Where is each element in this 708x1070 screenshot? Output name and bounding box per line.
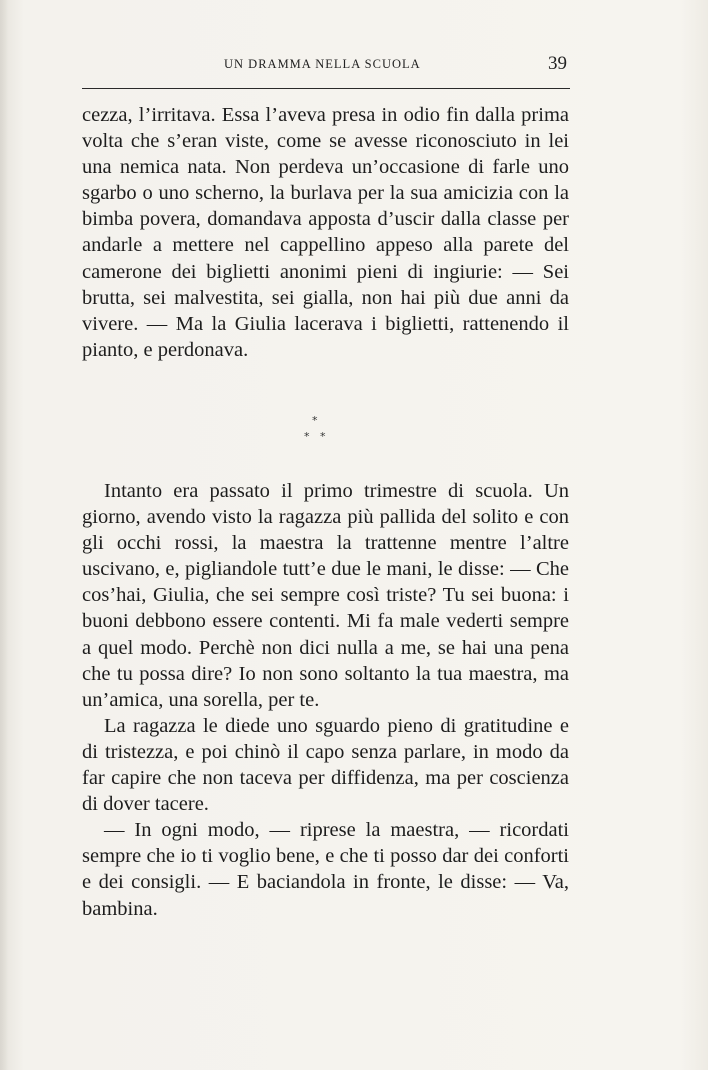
page-number: 39 <box>548 53 567 74</box>
header-rule <box>82 88 570 89</box>
section-break-asterism <box>300 414 336 454</box>
asterisk-icon: * <box>312 414 318 427</box>
page-gutter-shadow <box>0 0 8 1070</box>
paragraph-continuation: cezza, l’irritava. Essa l’aveva presa in odio fin dalla prima volta che s’eran viste, come se avesse riconosciuto in lei una nemica nata. Non perdeva un’occasione di farle uno sgarbo o uno scherno, la burlava per la sua amicizia con la bimba povera, domandava apposta d’uscir dalla classe per andarle a mettere nel cappellino appeso alla parete del camerone dei biglietti anonimi pieni di ingiurie: — Sei brutta, sei malvestita, sei gialla, non hai più due anni da vivere. — Ma la Giulia lacerava i biglietti, rattenendo il pianto, e perdonava. <box>82 104 569 361</box>
text-block-top <box>82 102 569 363</box>
asterisk-icon: * <box>320 430 326 443</box>
text-block-bottom <box>82 478 569 922</box>
paragraph: — In ogni modo, — riprese la maestra, — ricordati sempre che io ti voglio bene, e che ti posso dar dei conforti e dei consigli. — E baciandola in fronte, le disse: — Va, bambina. <box>82 819 569 920</box>
running-header <box>82 51 569 75</box>
paragraph: La ragazza le diede uno sguardo pieno di gratitudine e di tristezza, e poi chinò il capo senza parlare, in modo da far capire che non taceva per diffidenza, ma per coscienza di dover tacere. <box>82 714 569 816</box>
paragraph: Intanto era passato il primo trimestre di scuola. Un giorno, avendo visto la ragazza più pallida del solito e con gli occhi rossi, la maestra la trattenne mentre l’altre uscivano, e, pigliandole tutt’e due le mani, le disse: — Che cos’hai, Giulia, che sei sempre così triste? Tu sei buona: i buoni debbono essere contenti. Mi fa male vederti sempre a quel modo. Perchè non dici nulla a me, se hai una pena che tu possa dire? Io non sono soltanto la tua maestra, ma un’amica, una sorella, per te. <box>82 480 569 711</box>
running-title: UN DRAMMA NELLA SCUOLA <box>224 57 421 71</box>
asterisk-icon: * <box>304 430 310 443</box>
